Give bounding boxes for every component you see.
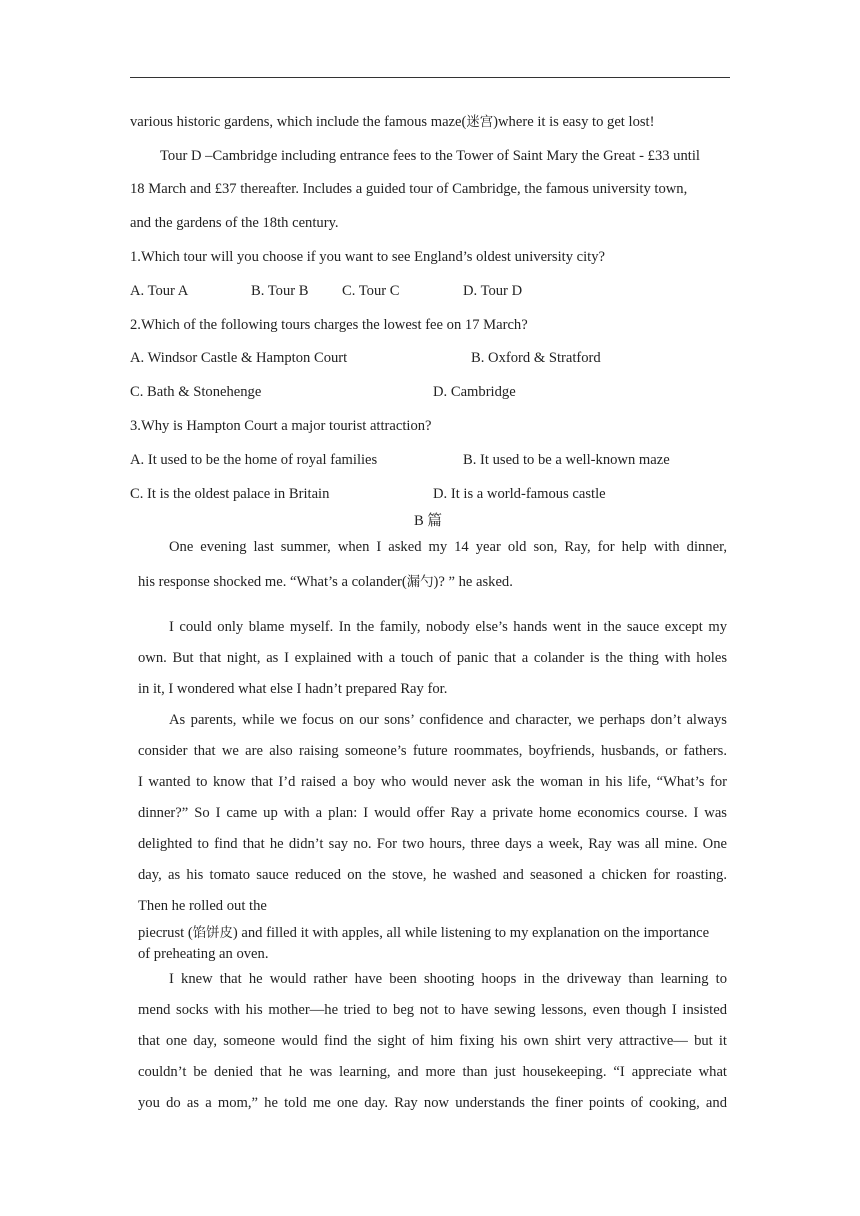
passage-p3-line-1: As parents, while we focus on our sons’ confidence and character, we perhaps don’t always: [169, 712, 727, 728]
question-1-option-d: D. Tour D: [463, 283, 523, 299]
passage-p3-line-5: delighted to find that he didn’t say no. For two hours, three days a week, Ray was all mine. One: [138, 836, 727, 852]
passage-p3-line-7: Then he rolled out the: [138, 898, 267, 914]
passage-p3-line-2: consider that we are also raising someone’s future roommates, boyfriends, husbands, or fathers.: [138, 743, 727, 759]
tour-d-line-2: 18 March and £37 thereafter. Includes a guided tour of Cambridge, the famous university town,: [130, 181, 688, 197]
passage-p1-line-2: his response shocked me. “What’s a colander(漏勺)? ” he asked.: [138, 574, 513, 590]
question-2-option-a: A. Windsor Castle & Hampton Court: [130, 350, 348, 366]
tour-d-line-1: Tour D –Cambridge including entrance fees to the Tower of Saint Mary the Great - £33 until: [160, 148, 700, 164]
passage-p4-line-1: I knew that he would rather have been shooting hoops in the driveway than learning to: [169, 971, 727, 987]
passage-p2-line-3: in it, I wondered what else I hadn’t prepared Ray for.: [138, 681, 448, 697]
question-2-stem: 2.Which of the following tours charges the lowest fee on 17 March?: [130, 317, 528, 333]
question-2-option-c: C. Bath & Stonehenge: [130, 384, 262, 400]
passage-p3-line-3: I wanted to know that I’d raised a boy who would never ask the woman in his life, “What’s for: [138, 774, 727, 790]
passage-p4-line-4: couldn’t be denied that he was learning, and more than just housekeeping. “I appreciate what: [138, 1064, 727, 1080]
question-3-stem: 3.Why is Hampton Court a major tourist attraction?: [130, 418, 432, 434]
question-3-option-b: B. It used to be a well-known maze: [463, 452, 670, 468]
question-1-option-b: B. Tour B: [251, 283, 309, 299]
passage-p3-piecrust-line: piecrust (馅饼皮) and filled it with apples, all while listening to my explanation on the importance: [138, 925, 710, 941]
section-b-heading: B 篇: [414, 513, 442, 529]
question-2-option-d: D. Cambridge: [433, 384, 516, 400]
passage-p4-line-5: you do as a mom,” he told me one day. Ray now understands the finer points of cooking, and: [138, 1095, 727, 1111]
question-1-stem: 1.Which tour will you choose if you want to see England’s oldest university city?: [130, 249, 606, 265]
tour-d-line-3: and the gardens of the 18th century.: [130, 215, 339, 231]
question-1-option-a: A. Tour A: [130, 283, 189, 299]
question-3-option-a: A. It used to be the home of royal families: [130, 452, 378, 468]
passage-p3-last-line: of preheating an oven.: [138, 946, 269, 962]
question-3-option-c: C. It is the oldest palace in Britain: [130, 486, 330, 502]
question-3-option-d: D. It is a world-famous castle: [433, 486, 606, 502]
passage-p4-line-3: that one day, someone would find the sight of him fixing his own shirt very attractive— but it: [138, 1033, 727, 1049]
tour-c-continued: various historic gardens, which include the famous maze(迷宫)where it is easy to get lost!: [130, 114, 655, 130]
question-2-option-b: B. Oxford & Stratford: [471, 350, 601, 366]
passage-p3-line-4: dinner?” So I came up with a plan: I would offer Ray a private home economics course. I was: [138, 805, 727, 821]
passage-p3-line-6: day, as his tomato sauce reduced on the stove, he washed and seasoned a chicken for roasting.: [138, 867, 727, 883]
header-rule: [130, 77, 730, 78]
question-1-option-c: C. Tour C: [342, 283, 400, 299]
passage-p2-line-2: own. But that night, as I explained with a touch of panic that a colander is the thing with holes: [138, 650, 727, 666]
passage-p2-line-1: I could only blame myself. In the family, nobody else’s hands went in the sauce except my: [169, 619, 727, 635]
passage-p4-line-2: mend socks with his mother—he tried to beg not to have sewing lessons, even though I insisted: [138, 1002, 727, 1018]
passage-p1-line-1: One evening last summer, when I asked my 14 year old son, Ray, for help with dinner,: [169, 539, 727, 555]
